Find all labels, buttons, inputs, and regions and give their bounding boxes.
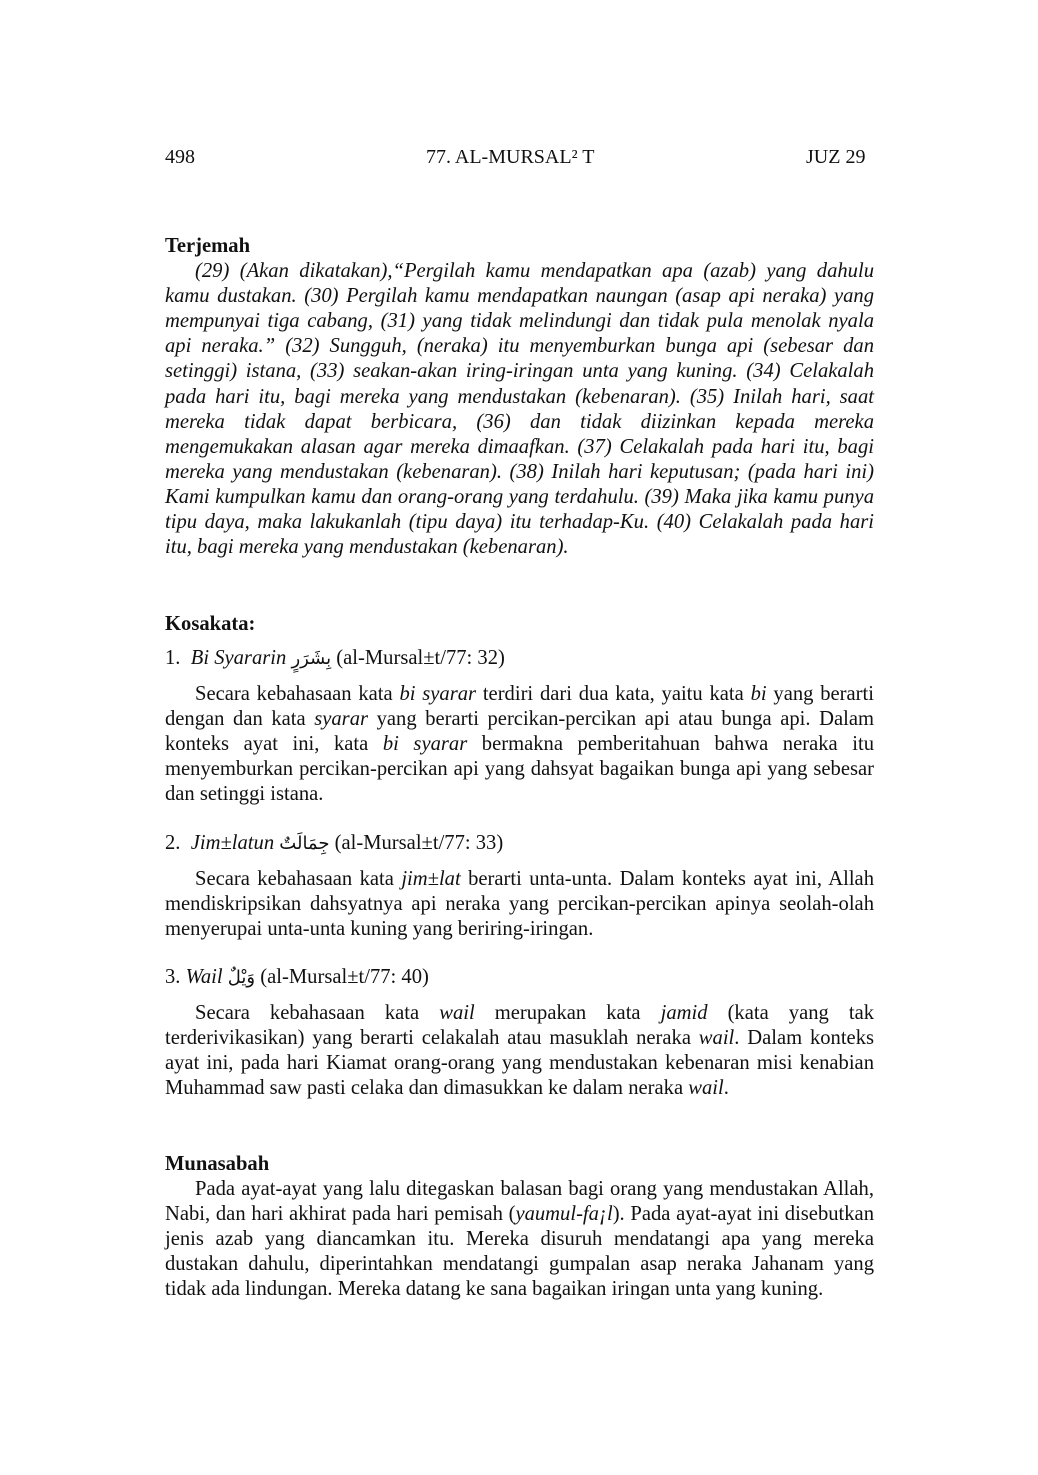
reference: (al-Mursal±t/77: 40) [260, 966, 429, 988]
term: Wail [185, 966, 223, 988]
item-number: 1. [165, 647, 181, 669]
explanation [165, 682, 874, 807]
juz-label: JUZ 29 [806, 146, 866, 168]
terjemah-text: (29) (Akan dikatakan),“Pergilah kamu mendapatkan apa (azab) yang dahulu kamu dustakan. (30) Pergilah kamu mendapatkan naungan (asap api neraka) yang mempunyai tiga cabang, (31) yang tidak melindungi dan tidak pula menolak nyala api neraka.” (32) Sungguh, (neraka) itu menyemburkan bunga api (sebesar dan setinggi) istana, (33) seakan-akan iring-iringan unta yang kuning. (34) Celakalah pada hari itu, bagi mereka yang mendustakan (kebenaran). (35) Inilah hari, saat mereka tidak dapat berbicara, (36) dan tidak diizinkan kepada mereka mengemukakan alasan agar mereka dimaafkan. (37) Celakalah pada hari itu, bagi mereka yang mendustakan (kebenaran). (38) Inilah hari keputusan; (pada hari ini) Kami kumpulkan kamu dan orang-orang yang terdahulu. (39) Maka jika kamu punya tipu daya, maka lakukanlah (tipu daya) itu terhadap-Ku. (40) Celakalah pada hari itu, bagi mereka yang mendustakan (kebenaran). [165, 260, 874, 559]
text-segment: berarti unta-unta. Dalam konteks ayat ini, Allah mendiskripsikan dahsyatnya api neraka yang percikan-percikan apinya seolah-olah menyerupai unta-unta kuning yang beriring-iringan. [165, 868, 874, 941]
text-segment: (kata yang tak terderivikasikan) yang berarti celakalah atau masuklah neraka [165, 1002, 875, 1050]
item-number: 2. [165, 832, 181, 854]
page-number: 498 [165, 146, 195, 168]
term-line [165, 646, 874, 671]
munasabah-section [165, 1152, 874, 1303]
text-segment: terdiri dari dua kata, yaitu kata [476, 683, 751, 706]
arabic-term: وَيْلٌ [227, 967, 256, 988]
italic-term: bi [750, 683, 767, 706]
text-segment: yang berarti percikan-percikan api atau bunga api. Dalam konteks ayat ini, kata [165, 708, 874, 756]
text-segment: Pada ayat-ayat yang lalu ditegaskan balasan bagi orang yang mendustakan Allah, Nabi, dan hari akhirat pada hari pemisah ( [165, 1178, 874, 1226]
italic-term: bi syarar [399, 683, 477, 706]
italic-term: bi syarar [382, 733, 468, 756]
term: Jim±latun [190, 832, 275, 854]
italic-term: syarar [314, 708, 369, 731]
term: Bi Syararin [190, 647, 287, 669]
italic-term: yaumul-fa¡l [515, 1203, 613, 1226]
text-segment: merupakan kata [474, 1002, 661, 1025]
text-segment: . [723, 1077, 729, 1100]
terjemah-heading: Terjemah [165, 235, 251, 257]
reference: (al-Mursal±t/77: 33) [334, 832, 504, 854]
text-segment: . Dalam konteks ayat ini, pada hari Kiamat orang-orang yang mendustakan kebenaran misi kenabian Muhammad saw pasti celaka dan dimasukkan ke dalam neraka [165, 1027, 875, 1100]
arabic-term: جِمَالَتٌ [279, 833, 330, 854]
kosakata-section [165, 612, 874, 637]
italic-term: wail [439, 1002, 475, 1025]
text-segment: ). Pada ayat-ayat ini disebutkan jenis azab yang diancamkan itu. Mereka disuruh mendatangi apa yang mereka dustakan dahulu, diperintahkan mendatangi gumpalan asap neraka Jahanam yang tidak ada lindungan. Mereka datang ke sana bagaikan iringan unta yang kuning. [165, 1203, 874, 1301]
term-line [165, 831, 874, 856]
reference: (al-Mursal±t/77: 32) [336, 647, 505, 669]
kosakata-item-1 [165, 646, 874, 808]
italic-term: wail [698, 1027, 735, 1050]
kosakata-item-2 [165, 831, 874, 942]
text-segment: bermakna pemberitahuan bahwa neraka itu menyemburkan percikan-percikan api yang dahsyat bagaikan bunga api yang sebesar dan setinggi istana. [165, 733, 874, 806]
text-segment: yang berarti dengan dan kata [165, 683, 874, 731]
munasabah-text [165, 1177, 874, 1302]
terjemah-section [165, 234, 874, 560]
text-segment: Secara kebahasaan kata [195, 868, 402, 891]
italic-term: wail [688, 1077, 724, 1100]
explanation [165, 1001, 874, 1101]
text-segment: Secara kebahasaan kata [195, 683, 400, 706]
item-number: 3. [165, 966, 181, 988]
munasabah-heading: Munasabah [165, 1153, 270, 1175]
italic-term: jamid [660, 1002, 708, 1025]
arabic-term: بِشَرَرٍ [291, 648, 332, 669]
explanation [165, 867, 874, 942]
term-line [165, 965, 874, 990]
kosakata-heading: Kosakata: [165, 613, 256, 635]
text-segment: Secara kebahasaan kata [195, 1002, 440, 1025]
kosakata-item-3 [165, 965, 874, 1101]
italic-term: jim±lat [401, 868, 461, 891]
running-title: 77. AL-MURSAL² T [426, 146, 595, 168]
